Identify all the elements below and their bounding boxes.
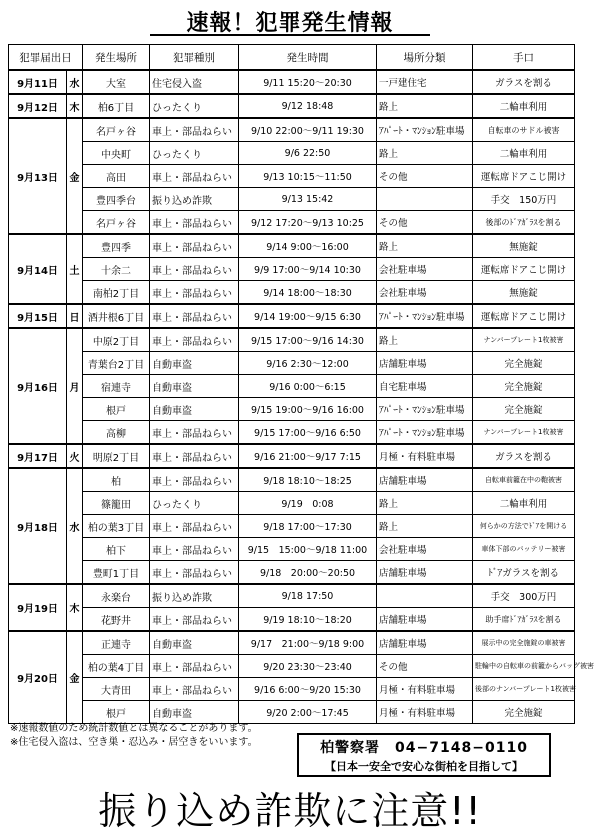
crime-method: 手交 300万円 bbox=[473, 584, 575, 608]
crime-type: ひったくり bbox=[150, 94, 239, 118]
report-date: 9月19日 bbox=[9, 584, 67, 631]
location-category: 店舗駐車場 bbox=[377, 561, 473, 585]
location-category: 店舗駐車場 bbox=[377, 468, 473, 492]
day-group bbox=[9, 304, 575, 328]
incident-place: 柏6丁目 bbox=[83, 94, 150, 118]
incident-place: 正連寺 bbox=[83, 631, 150, 655]
incident-place: 青葉台2丁目 bbox=[83, 352, 150, 375]
crime-type: 車上・部品ねらい bbox=[150, 421, 239, 445]
crime-type: 車上・部品ねらい bbox=[150, 444, 239, 468]
location-category: 路上 bbox=[377, 94, 473, 118]
report-date: 9月11日 bbox=[9, 70, 67, 94]
day-group bbox=[9, 631, 594, 724]
crime-type: 車上・部品ねらい bbox=[150, 281, 239, 305]
note-line: ※速報数値のため統計数値とは異なることがあります。 bbox=[10, 723, 258, 734]
incident-place: 中央町 bbox=[83, 142, 150, 165]
crime-method: 無施錠 bbox=[473, 234, 575, 258]
incident-place: 豊四季 bbox=[83, 234, 150, 258]
crime-type: ひったくり bbox=[150, 142, 239, 165]
crime-table bbox=[8, 44, 594, 724]
report-date: 9月20日 bbox=[9, 631, 67, 724]
incident-place: 根戸 bbox=[83, 701, 150, 724]
report-date: 9月17日 bbox=[9, 444, 67, 468]
incident-time: 9/13 10:15～11:50 bbox=[239, 165, 377, 188]
incident-time: 9/17 21:00～9/18 9:00 bbox=[239, 631, 377, 655]
location-category: 会社駐車場 bbox=[377, 281, 473, 305]
table-row bbox=[9, 701, 575, 724]
table-header-row bbox=[9, 45, 575, 71]
crime-method: ガラスを割る bbox=[473, 444, 575, 468]
police-phone: 柏警察署 04−7148−0110 bbox=[320, 740, 528, 756]
location-category: 路上 bbox=[377, 142, 473, 165]
report-date: 9月18日 bbox=[9, 468, 67, 584]
page-title: 速報！犯罪発生情報 bbox=[186, 11, 394, 36]
weekday: 水 bbox=[67, 468, 83, 584]
location-category: 店舗駐車場 bbox=[377, 352, 473, 375]
day-group bbox=[9, 94, 575, 118]
location-category: 自宅駐車場 bbox=[377, 375, 473, 398]
report-date: 9月15日 bbox=[9, 304, 67, 328]
weekday: 木 bbox=[67, 584, 83, 631]
crime-type: 車上・部品ねらい bbox=[150, 468, 239, 492]
crime-method: ﾄﾞｱガラスを割る bbox=[473, 561, 575, 585]
location-category: その他 bbox=[377, 655, 473, 678]
crime-type: 車上・部品ねらい bbox=[150, 258, 239, 281]
incident-place: 柏 bbox=[83, 468, 150, 492]
table-row bbox=[9, 165, 575, 188]
location-category: 店舗駐車場 bbox=[377, 631, 473, 655]
weekday: 日 bbox=[67, 304, 83, 328]
incident-place: 名戸ヶ谷 bbox=[83, 118, 150, 142]
location-category: 月極・有料駐車場 bbox=[377, 678, 473, 701]
weekday: 土 bbox=[67, 234, 83, 304]
table-row bbox=[9, 258, 575, 281]
incident-time: 9/14 9:00～16:00 bbox=[239, 234, 377, 258]
crime-method: 完全施錠 bbox=[473, 701, 575, 724]
crime-method: 自転車前籠在中の鞄被害 bbox=[473, 468, 575, 492]
incident-place: 高田 bbox=[83, 165, 150, 188]
crime-method: 後部のﾄﾞｱｶﾞﾗｽを割る bbox=[473, 211, 575, 235]
crime-type: 車上・部品ねらい bbox=[150, 165, 239, 188]
crime-method: 完全施錠 bbox=[473, 398, 575, 421]
table-row bbox=[9, 561, 575, 585]
crime-method: 無施錠 bbox=[473, 281, 575, 305]
incident-time: 9/16 2:30～12:00 bbox=[239, 352, 377, 375]
incident-time: 9/15 17:00～9/16 14:30 bbox=[239, 328, 377, 352]
location-category: ｱﾊﾟｰﾄ・ﾏﾝｼｮﾝ駐車場 bbox=[377, 421, 473, 445]
incident-time: 9/16 21:00～9/17 7:15 bbox=[239, 444, 377, 468]
incident-place: 花野井 bbox=[83, 608, 150, 632]
report-date: 9月14日 bbox=[9, 234, 67, 304]
crime-type: 車上・部品ねらい bbox=[150, 234, 239, 258]
incident-place: 豊町1丁目 bbox=[83, 561, 150, 585]
location-category: その他 bbox=[377, 211, 473, 235]
crime-type: 住宅侵入盗 bbox=[150, 70, 239, 94]
incident-time: 9/14 18:00～18:30 bbox=[239, 281, 377, 305]
table-row bbox=[9, 70, 575, 94]
report-date: 9月16日 bbox=[9, 328, 67, 444]
table-row bbox=[9, 188, 575, 211]
location-category bbox=[377, 584, 473, 608]
crime-type: 振り込め詐欺 bbox=[150, 584, 239, 608]
incident-time: 9/20 23:30～23:40 bbox=[239, 655, 377, 678]
crime-type: 車上・部品ねらい bbox=[150, 304, 239, 328]
police-slogan: 【日本一安全で安心な街柏を目指して】 bbox=[325, 760, 523, 773]
report-date: 9月13日 bbox=[9, 118, 67, 234]
crime-method: 二輪車利用 bbox=[473, 492, 575, 515]
crime-type: 車上・部品ねらい bbox=[150, 608, 239, 632]
report-date: 9月12日 bbox=[9, 94, 67, 118]
day-group bbox=[9, 584, 575, 631]
incident-time: 9/18 18:10～18:25 bbox=[239, 468, 377, 492]
day-group bbox=[9, 234, 575, 304]
crime-type: 自動車盗 bbox=[150, 398, 239, 421]
crime-type: 自動車盗 bbox=[150, 352, 239, 375]
table-row bbox=[9, 678, 575, 701]
crime-method: ナンバープレート1枚被害 bbox=[473, 421, 575, 445]
table-row bbox=[9, 352, 575, 375]
incident-place: 豊四季台 bbox=[83, 188, 150, 211]
incident-place: 十余二 bbox=[83, 258, 150, 281]
weekday: 金 bbox=[67, 118, 83, 234]
crime-method: 展示中の完全施錠の車被害 bbox=[473, 631, 575, 655]
location-category: 路上 bbox=[377, 515, 473, 538]
location-category: 店舗駐車場 bbox=[377, 608, 473, 632]
crime-method: 後部のナンバープレート1枚被害 bbox=[473, 678, 575, 701]
location-category: 路上 bbox=[377, 328, 473, 352]
crime-method: 運転席ドアこじ開け bbox=[473, 304, 575, 328]
table-row bbox=[9, 492, 575, 515]
incident-time: 9/19 18:10～18:20 bbox=[239, 608, 377, 632]
weekday: 金 bbox=[67, 631, 83, 724]
day-group bbox=[9, 444, 575, 468]
incident-time: 9/15 17:00～9/16 6:50 bbox=[239, 421, 377, 445]
location-category: 会社駐車場 bbox=[377, 258, 473, 281]
crime-method: 車体下部のバッテリー被害 bbox=[473, 538, 575, 561]
crime-type: 車上・部品ねらい bbox=[150, 211, 239, 235]
location-category: ｱﾊﾟｰﾄ・ﾏﾝｼｮﾝ駐車場 bbox=[377, 118, 473, 142]
crime-method: 完全施錠 bbox=[473, 375, 575, 398]
incident-place: 根戸 bbox=[83, 398, 150, 421]
incident-time: 9/14 19:00～9/15 6:30 bbox=[239, 304, 377, 328]
incident-place: 柏の葉4丁目 bbox=[83, 655, 150, 678]
crime-method: 何らかの方法でﾄﾞｱを開ける bbox=[473, 515, 575, 538]
incident-place: 篠籠田 bbox=[83, 492, 150, 515]
location-category: 路上 bbox=[377, 234, 473, 258]
table-row bbox=[9, 608, 575, 632]
table-row bbox=[9, 655, 575, 678]
location-category: 月極・有料駐車場 bbox=[377, 701, 473, 724]
incident-time: 9/16 0:00～6:15 bbox=[239, 375, 377, 398]
incident-time: 9/9 17:00～9/14 10:30 bbox=[239, 258, 377, 281]
day-group bbox=[9, 70, 575, 94]
table-row bbox=[9, 421, 575, 445]
crime-type: 車上・部品ねらい bbox=[150, 118, 239, 142]
incident-place: 永楽台 bbox=[83, 584, 150, 608]
notes bbox=[10, 722, 258, 750]
incident-time: 9/12 18:48 bbox=[239, 94, 377, 118]
note-line: ※住宅侵入盗は、空き巣・忍込み・居空きをいいます。 bbox=[10, 737, 258, 748]
incident-time: 9/6 22:50 bbox=[239, 142, 377, 165]
incident-place: 柏の葉3丁目 bbox=[83, 515, 150, 538]
crime-type: 車上・部品ねらい bbox=[150, 538, 239, 561]
table-row bbox=[9, 94, 575, 118]
incident-time: 9/20 2:00～17:45 bbox=[239, 701, 377, 724]
header-crime-type: 犯罪種別 bbox=[150, 45, 239, 71]
weekday: 水 bbox=[67, 70, 83, 94]
table-row bbox=[9, 631, 575, 655]
incident-time: 9/10 22:00～9/11 19:30 bbox=[239, 118, 377, 142]
crime-method: 二輪車利用 bbox=[473, 94, 575, 118]
crime-method: 運転席ドアこじ開け bbox=[473, 258, 575, 281]
crime-method: 助手席ﾄﾞｱｶﾞﾗｽを割る bbox=[473, 608, 575, 632]
table-row bbox=[9, 142, 575, 165]
crime-method: 手交 150万円 bbox=[473, 188, 575, 211]
incident-place: 宿連寺 bbox=[83, 375, 150, 398]
crime-method: 完全施錠 bbox=[473, 352, 575, 375]
crime-method: 二輪車利用 bbox=[473, 142, 575, 165]
location-category: 月極・有料駐車場 bbox=[377, 444, 473, 468]
incident-time: 9/13 15:42 bbox=[239, 188, 377, 211]
crime-type: 車上・部品ねらい bbox=[150, 678, 239, 701]
day-group bbox=[9, 468, 575, 584]
table-row bbox=[9, 304, 575, 328]
table-row bbox=[9, 281, 575, 305]
location-category: その他 bbox=[377, 165, 473, 188]
incident-place: 中原2丁目 bbox=[83, 328, 150, 352]
table-row bbox=[9, 584, 575, 608]
table-row bbox=[9, 444, 575, 468]
incident-place: 明原2丁目 bbox=[83, 444, 150, 468]
header-time: 発生時間 bbox=[239, 45, 377, 71]
location-category bbox=[377, 188, 473, 211]
incident-place: 大青田 bbox=[83, 678, 150, 701]
weekday: 月 bbox=[67, 328, 83, 444]
day-group bbox=[9, 118, 575, 234]
incident-place: 酒井根6丁目 bbox=[83, 304, 150, 328]
incident-place: 名戸ヶ谷 bbox=[83, 211, 150, 235]
crime-method: 駐輪中の自転車の前籠からバッグ被害 bbox=[473, 655, 575, 678]
warning-slogan: 振り込め詐欺に注意!! bbox=[98, 789, 482, 833]
weekday: 火 bbox=[67, 444, 83, 468]
crime-type: 車上・部品ねらい bbox=[150, 515, 239, 538]
table-row bbox=[9, 515, 575, 538]
table-row bbox=[9, 211, 575, 235]
crime-method: ナンバープレート1枚被害 bbox=[473, 328, 575, 352]
table-row bbox=[9, 118, 575, 142]
location-category: ｱﾊﾟｰﾄ・ﾏﾝｼｮﾝ駐車場 bbox=[377, 304, 473, 328]
location-category: 会社駐車場 bbox=[377, 538, 473, 561]
location-category: 一戸建住宅 bbox=[377, 70, 473, 94]
table-row bbox=[9, 234, 575, 258]
crime-type: 自動車盗 bbox=[150, 631, 239, 655]
incident-time: 9/12 17:20～9/13 10:25 bbox=[239, 211, 377, 235]
crime-type: ひったくり bbox=[150, 492, 239, 515]
incident-time: 9/18 17:00～17:30 bbox=[239, 515, 377, 538]
crime-method: 運転席ドアこじ開け bbox=[473, 165, 575, 188]
table-row bbox=[9, 398, 575, 421]
incident-time: 9/15 19:00～9/16 16:00 bbox=[239, 398, 377, 421]
crime-type: 車上・部品ねらい bbox=[150, 655, 239, 678]
crime-type: 車上・部品ねらい bbox=[150, 328, 239, 352]
day-group bbox=[9, 328, 575, 444]
incident-time: 9/15 15:00～9/18 11:00 bbox=[239, 538, 377, 561]
table-row bbox=[9, 328, 575, 352]
incident-place: 高柳 bbox=[83, 421, 150, 445]
incident-time: 9/18 17:50 bbox=[239, 584, 377, 608]
incident-place: 柏下 bbox=[83, 538, 150, 561]
crime-method: 自転車のサドル被害 bbox=[473, 118, 575, 142]
incident-time: 9/16 6:00～9/20 15:30 bbox=[239, 678, 377, 701]
header-location-category: 場所分類 bbox=[377, 45, 473, 71]
incident-time: 9/11 15:20～20:30 bbox=[239, 70, 377, 94]
table-row bbox=[9, 375, 575, 398]
title-underline bbox=[150, 34, 430, 36]
crime-method: ガラスを割る bbox=[473, 70, 575, 94]
incident-place: 南柏2丁目 bbox=[83, 281, 150, 305]
table-row bbox=[9, 468, 575, 492]
table-row bbox=[9, 538, 575, 561]
location-category: 路上 bbox=[377, 492, 473, 515]
crime-type: 振り込め詐欺 bbox=[150, 188, 239, 211]
incident-time: 9/19 0:08 bbox=[239, 492, 377, 515]
incident-time: 9/18 20:00～20:50 bbox=[239, 561, 377, 585]
incident-place: 大室 bbox=[83, 70, 150, 94]
crime-type: 車上・部品ねらい bbox=[150, 561, 239, 585]
police-contact-box bbox=[297, 733, 551, 777]
weekday: 木 bbox=[67, 94, 83, 118]
location-category: ｱﾊﾟｰﾄ・ﾏﾝｼｮﾝ駐車場 bbox=[377, 398, 473, 421]
crime-type: 自動車盗 bbox=[150, 701, 239, 724]
header-report-date: 犯罪届出日 bbox=[9, 45, 83, 71]
header-place: 発生場所 bbox=[83, 45, 150, 71]
crime-type: 自動車盗 bbox=[150, 375, 239, 398]
header-method: 手口 bbox=[473, 45, 575, 71]
